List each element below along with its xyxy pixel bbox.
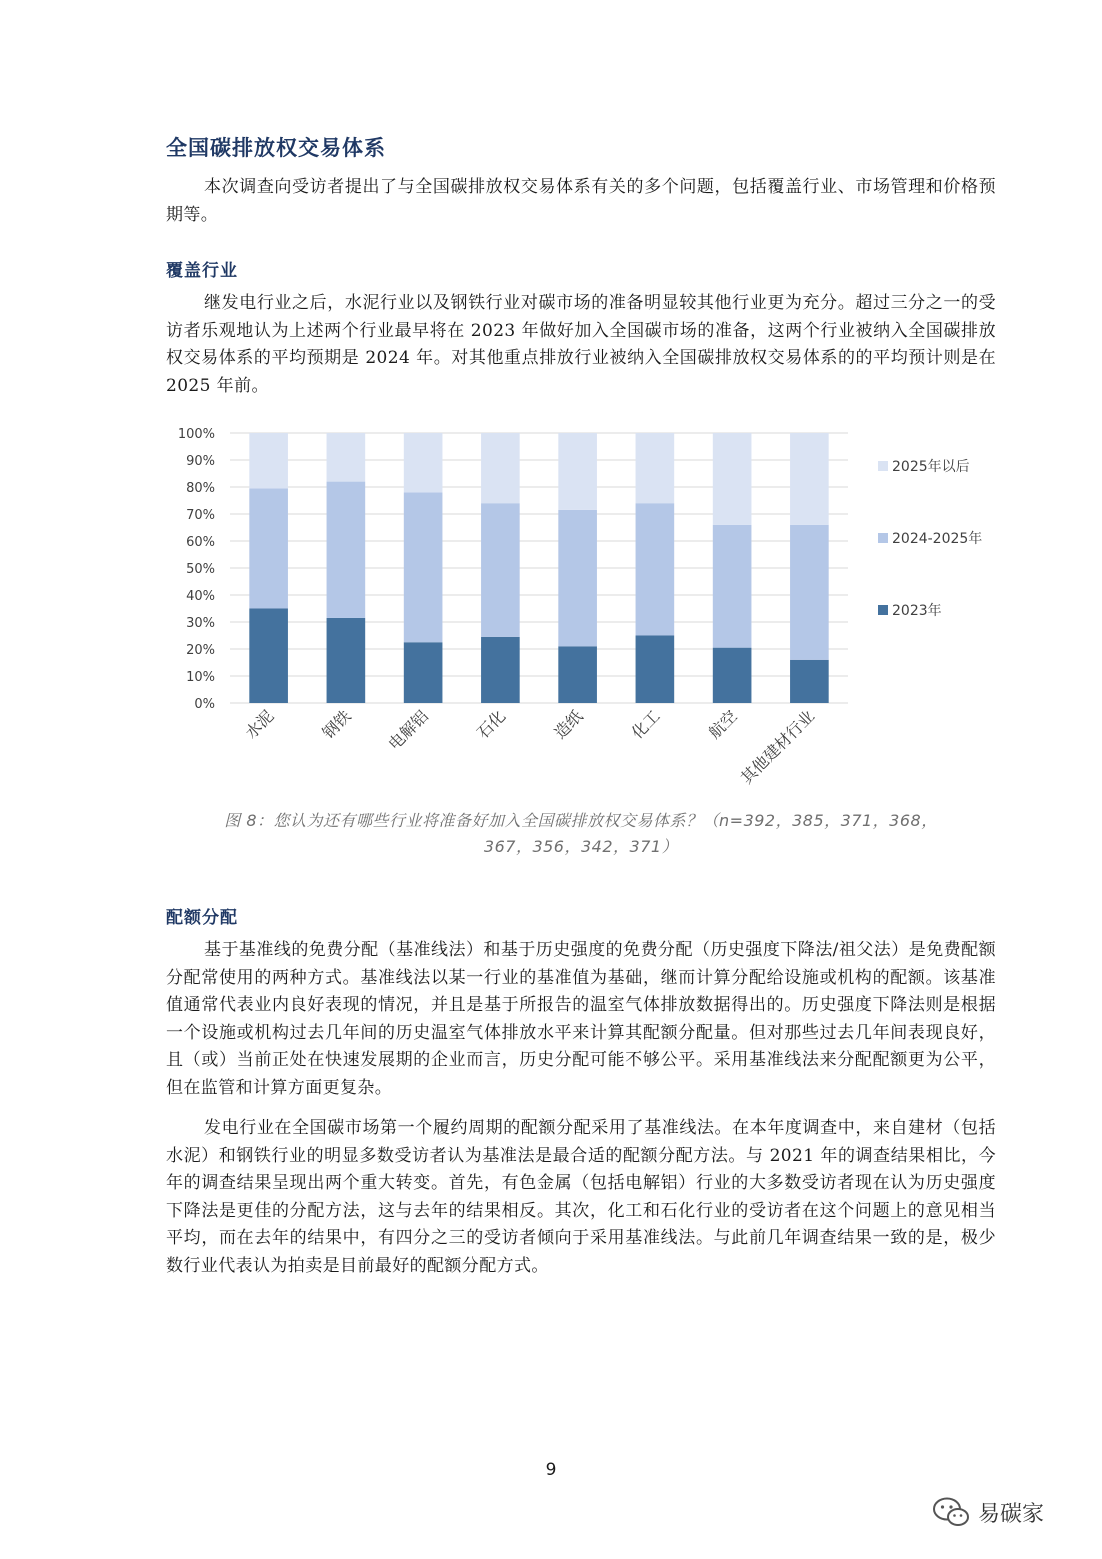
bar-segment — [481, 433, 520, 503]
allocation-heading: 配额分配 — [166, 908, 238, 928]
watermark — [932, 1496, 1044, 1528]
section-title: 全国碳排放权交易体系 — [166, 136, 386, 160]
x-tick-label: 电解铝 — [384, 706, 432, 754]
x-tick-label: 其他建材行业 — [736, 706, 819, 788]
legend-label: 2025年以后 — [892, 459, 970, 475]
y-tick-label: 80% — [186, 481, 215, 496]
bar-segment — [327, 433, 366, 482]
bar-segment — [558, 646, 597, 703]
wechat-icon — [932, 1496, 970, 1528]
bar-segment — [636, 503, 675, 635]
x-tick-label: 造纸 — [550, 706, 587, 743]
legend-label: 2024-2025年 — [892, 531, 983, 547]
figure-caption — [166, 808, 996, 860]
stacked-bar-chart — [166, 418, 996, 808]
caption-line-2: 367，356，342，371） — [483, 837, 679, 856]
allocation-paragraph-2: 发电行业在全国碳市场第一个履约周期的配额分配采用了基准线法。在本年度调查中，来自建材（包括水泥）和钢铁行业的明显多数受访者认为基准法是最合适的配额分配方法。与 2021 年的调查结果相比，今年的调查结果呈现出两个重大转变。首先，有色金属（包括电解铝）行业的大多数受访者现在认为历史强度下降法是更佳的分配方法，这与去年的结果相反。其次，化工和石化行业的受访者在这个问题上的意见相当平均，而在去年的结果中，有四分之三的受访者倾向于采用基准线法。与此前几年调查结果一致的是，极少数行业代表认为拍卖是目前最好的配额分配方式。 — [166, 1118, 996, 1276]
legend-swatch — [878, 533, 888, 543]
bar-segment — [249, 488, 288, 608]
bar-segment — [327, 618, 366, 703]
bar-segment — [636, 636, 675, 704]
allocation-paragraph-1: 基于基准线的免费分配（基准线法）和基于历史强度的免费分配（历史强度下降法/祖父法）是免费配额分配常使用的两种方式。基准线法以某一行业的基准值为基础，继而计算分配给设施或机构的配额。该基准值通常代表业内良好表现的情况，并且是基于所报告的温室气体排放数据得出的。历史强度下降法则是根据一个设施或机构过去几年间的历史温室气体排放水平来计算其配额分配量。但对那些过去几年间表现良好，且（或）当前正处在快速发展期的企业而言，历史分配可能不够公平。采用基准线法来分配配额更为公平，但在监管和计算方面更复杂。 — [166, 940, 996, 1098]
bar-segment — [790, 433, 829, 525]
intro-paragraph: 本次调查向受访者提出了与全国碳排放权交易体系有关的多个问题，包括覆盖行业、市场管理和价格预期等。 — [166, 177, 996, 225]
x-tick-label: 钢铁 — [318, 706, 355, 743]
bar-segment — [713, 433, 752, 525]
bar-segment — [558, 510, 597, 646]
bar-segment — [790, 525, 829, 660]
page-number: 9 — [545, 1460, 557, 1480]
coverage-heading: 覆盖行业 — [166, 261, 238, 281]
y-tick-label: 0% — [194, 697, 215, 712]
bar-segment — [713, 648, 752, 703]
legend-swatch — [878, 605, 888, 615]
bar-segment — [636, 433, 675, 503]
bar-segment — [404, 492, 443, 642]
bar-segment — [481, 503, 520, 637]
legend-label: 2023年 — [892, 603, 942, 619]
bar-segment — [249, 433, 288, 488]
y-tick-label: 60% — [186, 535, 215, 550]
caption-line-1: 图 8：您认为还有哪些行业将准备好加入全国碳排放权交易体系？（n=392，385，371，368， — [224, 811, 938, 830]
bar-segment — [404, 433, 443, 492]
watermark-text: 易碳家 — [978, 1501, 1045, 1527]
bar-segment — [481, 637, 520, 703]
coverage-paragraph: 继发电行业之后，水泥行业以及钢铁行业对碳市场的准备明显较其他行业更为充分。超过三分之一的受访者乐观地认为上述两个行业最早将在 2023 年做好加入全国碳市场的准备，这两个行业被纳入全国碳排放权交易体系的平均预期是 2024 年。对其他重点排放行业被纳入全国碳排放权交易体系的的平均预计则是在 2025 年前。 — [166, 293, 996, 396]
bar-segment — [558, 433, 597, 510]
x-tick-label: 化工 — [627, 706, 664, 743]
y-tick-label: 100% — [177, 427, 215, 442]
y-tick-label: 50% — [186, 562, 215, 577]
bar-segment — [790, 660, 829, 703]
y-tick-label: 30% — [186, 616, 215, 631]
bar-segment — [404, 642, 443, 703]
x-tick-label: 石化 — [473, 706, 510, 743]
y-tick-label: 40% — [186, 589, 215, 604]
x-tick-label: 水泥 — [241, 706, 278, 743]
chart-svg — [166, 418, 996, 808]
y-tick-label: 70% — [186, 508, 215, 523]
x-tick-label: 航空 — [704, 706, 741, 743]
y-tick-label: 20% — [186, 643, 215, 658]
legend-swatch — [878, 461, 888, 471]
bar-segment — [713, 525, 752, 648]
bar-segment — [249, 609, 288, 704]
y-tick-label: 90% — [186, 454, 215, 469]
y-tick-label: 10% — [186, 670, 215, 685]
bar-segment — [327, 482, 366, 618]
